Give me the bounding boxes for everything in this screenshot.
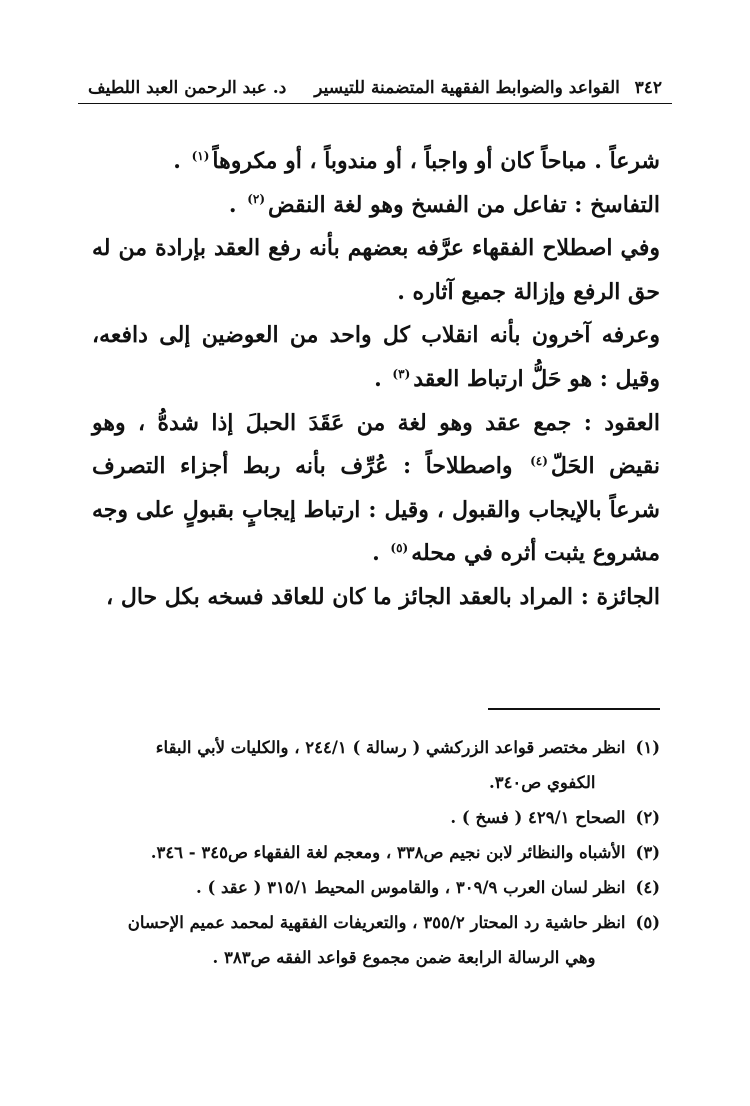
footnotes bbox=[92, 730, 660, 975]
main-text bbox=[92, 140, 660, 620]
footnote-separator bbox=[488, 708, 660, 710]
footnote bbox=[92, 870, 660, 905]
header-rule bbox=[78, 103, 672, 104]
footnote-ref[interactable]: (٤) bbox=[530, 453, 548, 468]
footnote-text: انظر مختصر قواعد الزركشي ( رسالة ) ٢٤٤/١ ، والكليات لأبي البقاء الكفوي ص٣٤٠. bbox=[155, 738, 626, 792]
running-header bbox=[88, 64, 662, 98]
footnote-text: الصحاح ٤٢٩/١ ( فسخ ) . bbox=[450, 808, 626, 827]
footnote-ref[interactable]: (٣) bbox=[392, 366, 411, 381]
footnote bbox=[92, 905, 660, 975]
footnote-number: (٥) bbox=[635, 913, 660, 932]
paragraph: الجائزة : المراد بالعقد الجائز ما كان للعاقد فسخه بكل حال ، bbox=[106, 583, 660, 610]
author-name: د. عبد الرحمن العبد اللطيف bbox=[88, 78, 287, 98]
paragraph: العقود : جمع عقد وهو لغة من عَقَدَ الحبلَ إذا شدهُّ ، وهو نقيض الحَلّ$^{(٤)}$ واصطلاحاً : عُرِّف بأنه ربط أجزاء التصرف شرعاً بالإيجاب والقبول ، وقيل : ارتباط إيجابٍ بقبولٍ على وجه مشروع يثبت أثره في محله$^{(٥)}$ . bbox=[92, 409, 660, 567]
paragraph: وعرفه آخرون بأنه انقلاب كل واحد من العوضين إلى دافعه، وقيل : هو حَلُّ ارتباط العقد$^{(٣)}$ . bbox=[92, 322, 660, 392]
footnote bbox=[92, 800, 660, 835]
footnote-text: الأشباه والنظائر لابن نجيم ص٣٣٨ ، ومعجم لغة الفقهاء ص٣٤٥ - ٣٤٦. bbox=[150, 843, 626, 862]
footnote bbox=[92, 730, 660, 800]
footnote-text: انظر لسان العرب ٣٠٩/٩ ، والقاموس المحيط ٣١٥/١ ( عقد ) . bbox=[195, 878, 626, 897]
footnote-number: (٤) bbox=[635, 878, 660, 897]
header-titles bbox=[88, 78, 620, 98]
footnote-ref[interactable]: (٥) bbox=[390, 541, 409, 556]
book-title: القواعد والضوابط الفقهية المتضمنة للتيسير bbox=[314, 78, 620, 98]
footnote-number: (٢) bbox=[635, 808, 660, 827]
footnote-number: (٣) bbox=[635, 843, 660, 862]
footnote-text: انظر حاشية رد المحتار ٣٥٥/٢ ، والتعريفات الفقهية لمحمد عميم الإحسان وهي الرسالة الرابعة ضمن مجموع قواعد الفقه ص٣٨٣ . bbox=[127, 913, 626, 967]
footnote bbox=[92, 835, 660, 870]
page-number: ٣٤٢ bbox=[634, 78, 662, 98]
paragraph: وفي اصطلاح الفقهاء عرَّفه بعضهم بأنه رفع العقد بإرادة من له حق الرفع وإزالة جميع آثاره . bbox=[92, 235, 660, 305]
footnote-number: (١) bbox=[635, 738, 660, 757]
paragraph: شرعاً . مباحاً كان أو واجباً ، أو مندوباً ، أو مكروهاً$^{(١)}$ . bbox=[173, 148, 660, 174]
footnote-ref[interactable]: (٢) bbox=[247, 192, 266, 207]
footnote-ref[interactable]: (١) bbox=[191, 148, 210, 163]
paragraph: التفاسخ : تفاعل من الفسخ وهو لغة النقض$^{(٢)}$ . bbox=[228, 191, 660, 218]
